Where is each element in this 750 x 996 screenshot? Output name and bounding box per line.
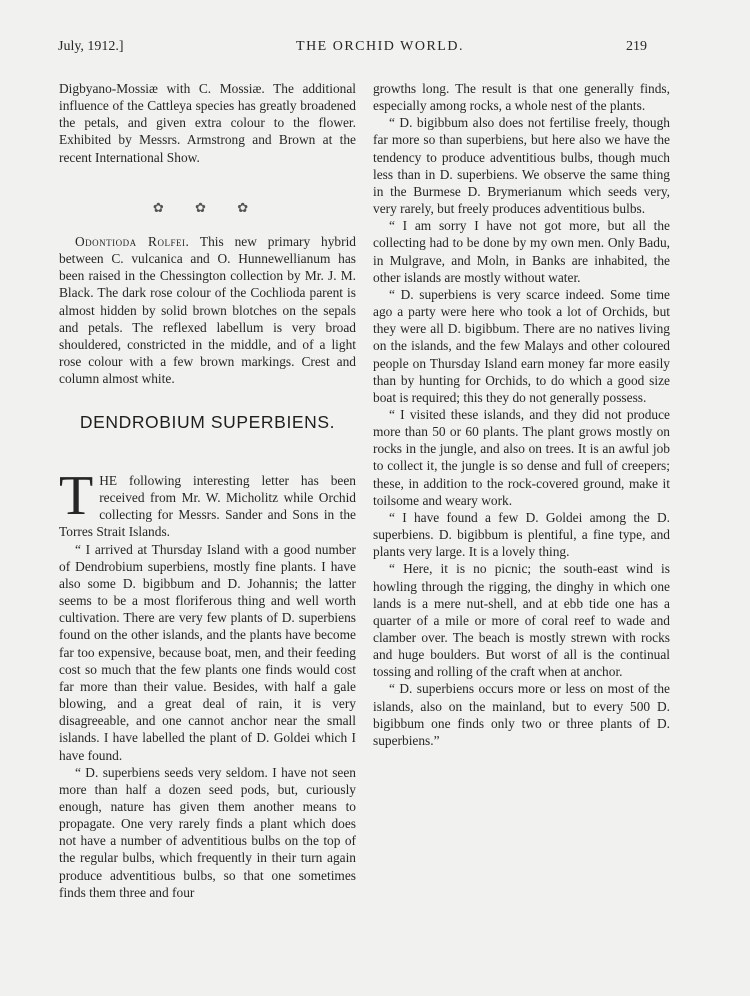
letter-paragraph: “ I am sorry I have not got more, but all the collecting had to be done by my own men. Only Badu, in Mulgrave, and Moln, in Banks are inhabited, the other islands are mostly without water.: [373, 218, 670, 285]
article-heading: DENDROBIUM SUPERBIENS.: [79, 412, 336, 432]
left-column-top: [59, 80, 356, 166]
letter-paragraph: “ D. bigibbum also does not fertilise freely, though far more so than superbiens, but here also we have the tendency to produce adventitious bulbs, though much less than in D. superbiens. We observe the same thing in the Burmese D. Brymerianum which seeds very, very rarely, but freely produces adventitious bulbs.: [373, 115, 670, 217]
letter-paragraph: “ D. superbiens is very scarce indeed. Some time ago a party were here who took a lot of Orchids, but they were all D. bigibbum. There are no natives living on the islands, and the few Malays and other coloured people on Thursday Island earn money far more easily than by hunting for Orchids, to do which a good size boat is required; this they do not generally possess.: [373, 286, 670, 405]
letter-paragraph-continued: growths long. The result is that one generally finds, especially among rocks, a whole nest of the plants.: [373, 81, 670, 114]
paragraph-body: This new primary hybrid between C. vulcanica and O. Hunnewellianum has been raised in the Chessington collection by Mr. J. M. Black. The dark rose colour of the Cochlioda parent is almost hidden by solid brown blotches on the sepals and petals. The reflexed labellum is very broad shouldered, constricted in the middle, and of a light rose colour with a few brown markings. Crest and column almost white.: [59, 234, 356, 387]
letter-paragraph: “ I arrived at Thursday Island with a good number of Dendrobium superbiens, mostly fine plants. I have also some D. bigibbum and D. Johannis; the latter seems to be a most floriferous thing and well worth cultivation. There are very few plants of D. superbiens found on the other islands, and the plants have become far too expensive, because boat, men, and their feeding cost so much that the few plants one finds would cost far more than their value. Besides, with half a gale blowing, and a great deal of rain, it is very disagreeable, and one cannot anchor near the small islands. I have labelled the plant of D. Goldei which I have found.: [59, 541, 356, 763]
letter-paragraph: “ I visited these islands, and they did not produce more than 50 or 60 plants. The plant grows mostly on rocks in the jungle, and also on trees. It is an awful job to collect it, the jungle is so dense and full of creepers; these, in addition to the rock-covered ground, make it toilsome and weary work.: [373, 406, 670, 508]
right-column: [373, 80, 670, 749]
letter-paragraph: “ D. superbiens seeds very seldom. I have not seen more than half a dozen seed pods, but, curiously enough, nature has given them another means to propagate. One very rarely finds a plant which does not have a number of adventitious bulbs on the top of the regular bulbs, which frequently in their turn again produce adventitious bulbs, so that one sometimes finds them three and four: [59, 764, 356, 900]
letter-paragraph: “ D. superbiens occurs more or less on most of the islands, also on the mainland, but to every 500 D. bigibbum one finds only two or three plants of D. superbiens.”: [373, 681, 670, 748]
running-header-date: July, 1912.]: [58, 39, 124, 54]
article-intro-text: HE following interesting letter has been received from Mr. W. Micholitz while Orchid collecting for Messrs. Sander and Sons in the Torres Strait Islands.: [59, 473, 356, 540]
running-header-title: THE ORCHID WORLD.: [296, 39, 464, 54]
paragraph-odontioda-rolfei: [59, 233, 356, 387]
drop-cap: T: [59, 465, 94, 527]
paragraph-cattleya-hybrid: Digbyano-Mossiæ with C. Mossiæ. The additional influence of the Cattleya species has greatly broadened the petals, and given extra colour to the flower. Exhibited by Messrs. Armstrong and Brown at the recent International Show.: [59, 81, 356, 165]
left-column-article: [59, 465, 356, 901]
left-column-middle: [59, 233, 356, 387]
letter-paragraph: “ I have found a few D. Goldei among the D. superbiens. D. bigibbum is plentiful, a fine type, and plants very large. It is a lovely thing.: [373, 509, 670, 560]
letter-paragraph: “ Here, it is no picnic; the south-east wind is howling through the rigging, the dinghy in which one lands is a mere nut-shell, and at ebb tide one has a quarter of a mile or more of coral reef to wade and clamber over. The beach is mostly strewn with rocks and huge boulders. But worst of all is the continual tossing and rolling of the craft when at anchor.: [373, 561, 670, 680]
ornament-divider: ✿ ✿ ✿: [152, 200, 263, 215]
paragraph-lead-title: Odontioda Rolfei.: [75, 234, 190, 249]
page-number: 219: [626, 39, 647, 54]
article-intro: [59, 465, 356, 541]
